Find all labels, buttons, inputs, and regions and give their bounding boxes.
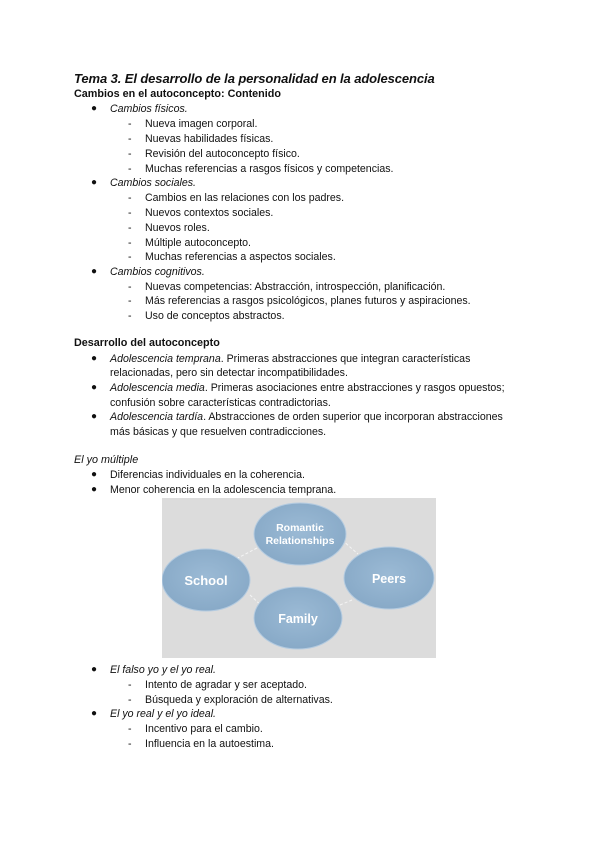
list-item: Muchas referencias a aspectos sociales. [145, 251, 336, 263]
list-item: Menor coherencia en la adolescencia temprana. [110, 484, 337, 496]
bullet-icon: ● [91, 664, 98, 675]
dash-icon: - [128, 163, 132, 175]
bullet-icon: ● [91, 411, 98, 422]
term-description: . Primeras abstracciones que integran características [220, 353, 471, 365]
term-label: Adolescencia tardía [110, 411, 204, 423]
list-item: Cambios en las relaciones con los padres. [145, 192, 345, 204]
group-label-yo-ideal: El yo real y el yo ideal. [110, 708, 216, 720]
list-item: Múltiple autoconcepto. [145, 237, 252, 249]
term-description-continued: relacionadas, pero sin detectar incompatibilidades. [110, 367, 348, 379]
group-label-falso-yo: El falso yo y el yo real. [110, 664, 216, 676]
bullet-icon: ● [91, 266, 98, 277]
dash-icon: - [128, 133, 132, 145]
list-item: Más referencias a rasgos psicológicos, planes futuros y aspiraciones. [145, 295, 471, 307]
list-item: Intento de agradar y ser aceptado. [145, 679, 307, 691]
node-label-romantic: Romantic [276, 522, 324, 534]
group-label-cognitivos: Cambios cognitivos. [110, 266, 205, 278]
node-label-family: Family [278, 612, 318, 626]
list-item: Influencia en la autoestima. [145, 738, 274, 750]
bullet-icon: ● [91, 353, 98, 364]
self-diagram-svg [162, 498, 436, 658]
bullet-icon: ● [91, 469, 98, 480]
paragraph-item [110, 410, 503, 424]
bullet-icon: ● [91, 484, 98, 495]
list-item: Búsqueda y exploración de alternativas. [145, 694, 333, 706]
group-label-sociales: Cambios sociales. [110, 177, 196, 189]
dash-icon: - [128, 310, 132, 322]
self-diagram [162, 498, 436, 658]
section-heading-contenido: Cambios en el autoconcepto: Contenido [74, 88, 281, 100]
list-item: Revisión del autoconcepto físico. [145, 148, 300, 160]
dash-icon: - [128, 118, 132, 130]
section-heading-yo-multiple: El yo múltiple [74, 454, 139, 466]
term-description: . Primeras asociaciones entre abstracciones y rasgos opuestos; [204, 382, 505, 394]
bullet-icon: ● [91, 708, 98, 719]
dash-icon: - [128, 207, 132, 219]
page-title: Tema 3. El desarrollo de la personalidad en la adolescencia [74, 71, 435, 86]
list-item: Nueva imagen corporal. [145, 118, 258, 130]
term-description-continued: más básicas y que resuelven contradicciones. [110, 426, 327, 438]
group-label-fisicos: Cambios físicos. [110, 103, 188, 115]
section-heading-desarrollo: Desarrollo del autoconcepto [74, 337, 220, 349]
dash-icon: - [128, 295, 132, 307]
dash-icon: - [128, 222, 132, 234]
list-item: Uso de conceptos abstractos. [145, 310, 285, 322]
dash-icon: - [128, 723, 132, 735]
dash-icon: - [128, 237, 132, 249]
dash-icon: - [128, 738, 132, 750]
node-family [254, 587, 342, 649]
list-item: Incentivo para el cambio. [145, 723, 263, 735]
list-item: Diferencias individuales en la coherencia. [110, 469, 305, 481]
dash-icon: - [128, 148, 132, 160]
term-label: Adolescencia temprana [110, 353, 221, 365]
list-item: Nuevas habilidades físicas. [145, 133, 274, 145]
bullet-icon: ● [91, 177, 98, 188]
dash-icon: - [128, 251, 132, 263]
node-romantic-relationships [254, 503, 346, 565]
list-item: Nuevos contextos sociales. [145, 207, 274, 219]
bullet-icon: ● [91, 382, 98, 393]
node-label-peers: Peers [371, 572, 407, 586]
node-school [162, 549, 250, 611]
term-label: Adolescencia media [110, 382, 205, 394]
term-description: . Abstracciones de orden superior que incorporan abstracciones [203, 411, 503, 423]
list-item: Nuevos roles. [145, 222, 210, 234]
list-item: Nuevas competencias: Abstracción, introspección, planificación. [145, 281, 446, 293]
node-peers [344, 547, 434, 609]
term-description-continued: confusión sobre características contradictorias. [110, 397, 331, 409]
paragraph-item [110, 352, 470, 366]
paragraph-item [110, 381, 505, 395]
bullet-icon: ● [91, 103, 98, 114]
dash-icon: - [128, 192, 132, 204]
dash-icon: - [128, 281, 132, 293]
dash-icon: - [128, 679, 132, 691]
node-label-school: School [184, 573, 228, 588]
dash-icon: - [128, 694, 132, 706]
node-label-relationships: Relationships [265, 535, 335, 547]
list-item: Muchas referencias a rasgos físicos y competencias. [145, 163, 394, 175]
